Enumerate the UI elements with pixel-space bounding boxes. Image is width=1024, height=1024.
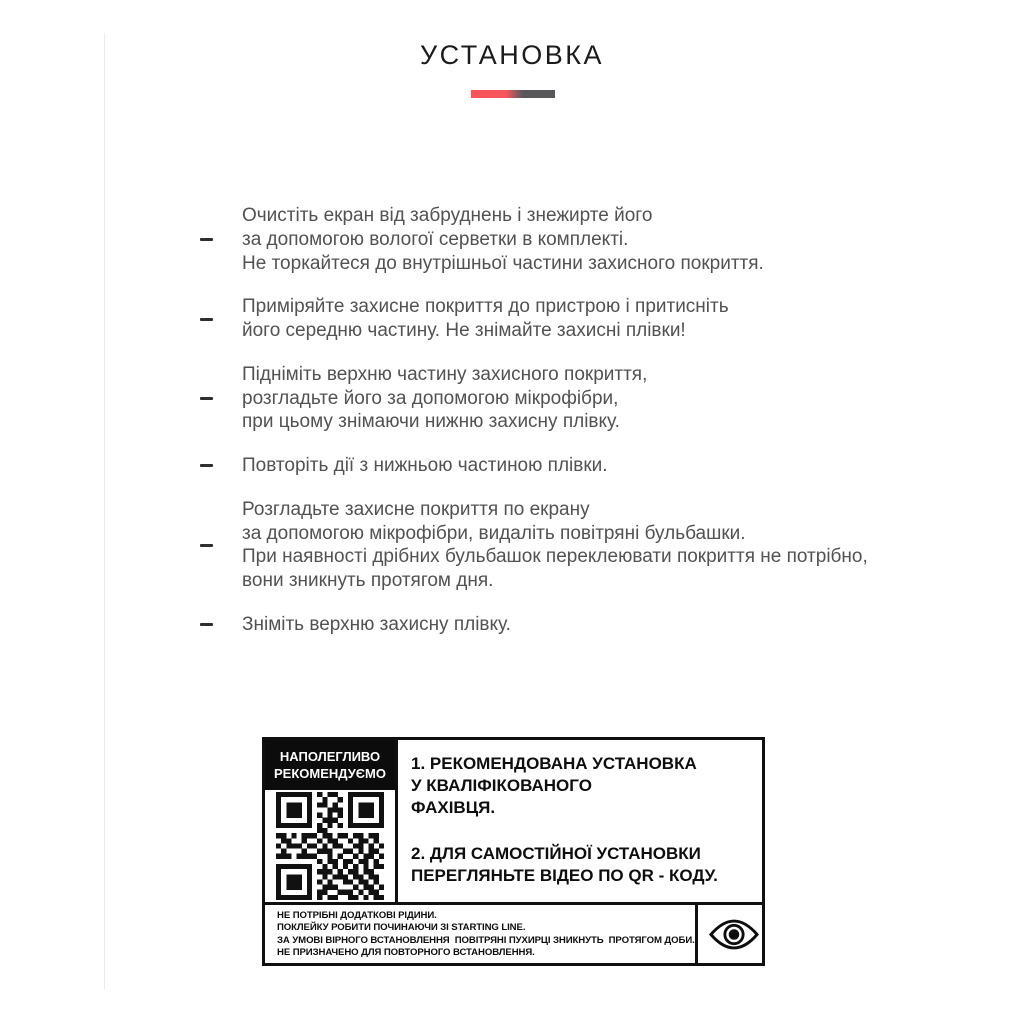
dash-bullet: [200, 238, 213, 241]
title-accent-bar: [471, 90, 555, 98]
badge-line-2: РЕКОМЕНДУЄМО: [274, 765, 386, 781]
instruction-line: за допомогою мікрофібри, видаліть повітряні бульбашки.: [242, 522, 746, 544]
instruction-line: Не торкайтеся до внутрішньої частини захисного покриття.: [242, 252, 764, 274]
recommendation-point: [411, 843, 762, 887]
instruction-text: [242, 454, 608, 478]
instruction-text: [242, 295, 729, 343]
strongly-recommend-badge: [265, 740, 395, 790]
instruction-item: [200, 363, 940, 434]
recommendation-point: [411, 753, 762, 819]
instruction-line: його середню частину. Не знімайте захисні плівки!: [242, 320, 686, 341]
instruction-line: Повторіть дії з нижньою частиною плівки.: [242, 455, 608, 476]
instruction-line: розгладьте його за допомогою мікрофібри,: [242, 387, 619, 409]
footnote-line: НЕ ПРИЗНАЧЕНО ДЛЯ ПОВТОРНОГО ВСТАНОВЛЕННЯ.: [277, 947, 535, 959]
recommendation-line: ФАХІВЦЯ.: [411, 798, 496, 817]
instruction-line: Підніміть верхню частину захисного покриття,: [242, 363, 648, 385]
recommendation-box-bottom: [265, 902, 762, 963]
recommendation-line: ПЕРЕГЛЯНЬТЕ ВІДЕО ПО QR - КОДУ.: [411, 866, 718, 885]
dash-bullet: [200, 318, 213, 321]
dash-bullet: [200, 623, 213, 626]
page-title: УСТАНОВКА: [419, 40, 605, 70]
instruction-item: [200, 454, 940, 478]
badge-line-1: НАПОЛЕГЛИВО: [279, 749, 381, 764]
instruction-text: [242, 363, 647, 434]
instruction-text: [242, 204, 764, 275]
instruction-line: вони зникнуть протягом дня.: [242, 570, 494, 591]
recommendation-box-top: [265, 740, 762, 902]
instruction-line: Очистіть екран від забруднень і знежирте його: [242, 205, 653, 226]
qr-code-icon: [265, 790, 395, 902]
recommendation-line: 2. ДЛЯ САМОСТІЙНОЇ УСТАНОВКИ: [411, 844, 701, 863]
instruction-line: при цьому знімаючи нижню захисну плівку.: [242, 411, 620, 433]
instruction-line: Розгладьте захисне покриття по екрану: [242, 498, 590, 520]
dash-bullet: [200, 397, 213, 400]
dash-bullet: [200, 464, 213, 467]
instruction-item: [200, 295, 940, 343]
page-left-edge: [104, 33, 105, 989]
dash-bullet: [200, 544, 213, 547]
instruction-line: При наявності дрібних бульбашок переклеювати покриття не потрібно,: [242, 546, 868, 568]
instruction-item: [200, 613, 940, 637]
recommendation-box: [262, 737, 765, 966]
instruction-line: Приміряйте захисне покриття до пристрою і притисніть: [242, 296, 729, 318]
instruction-line: Зніміть верхню захисну плівку.: [242, 613, 511, 635]
footnote-line: ПОКЛЕЙКУ РОБИТИ ПОЧИНАЮЧИ ЗІ STARTING LINE.: [277, 922, 526, 934]
instruction-text: [242, 498, 868, 593]
recommendation-box-left-cell: [265, 740, 398, 902]
instruction-item: [200, 204, 940, 275]
footnotes: [265, 905, 695, 963]
instructions-list: [200, 204, 940, 637]
footnote-line: НЕ ПОТРІБНІ ДОДАТКОВІ РІДИНИ.: [277, 910, 437, 921]
instruction-text: [242, 613, 511, 637]
eye-icon: [695, 905, 770, 963]
recommendation-points: [398, 740, 762, 902]
instruction-item: [200, 498, 940, 593]
recommendation-line: 1. РЕКОМЕНДОВАНА УСТАНОВКА: [411, 754, 697, 773]
footnote-line: ЗА УМОВІ ВІРНОГО ВСТАНОВЛЕННЯ ПОВІТРЯНІ ПУХИРЦІ ЗНИКНУТЬ ПРОТЯГОМ ДОБИ.: [277, 934, 695, 946]
instruction-line: за допомогою вологої серветки в комплекті.: [242, 228, 629, 250]
recommendation-line: У КВАЛІФІКОВАНОГО: [411, 776, 592, 795]
